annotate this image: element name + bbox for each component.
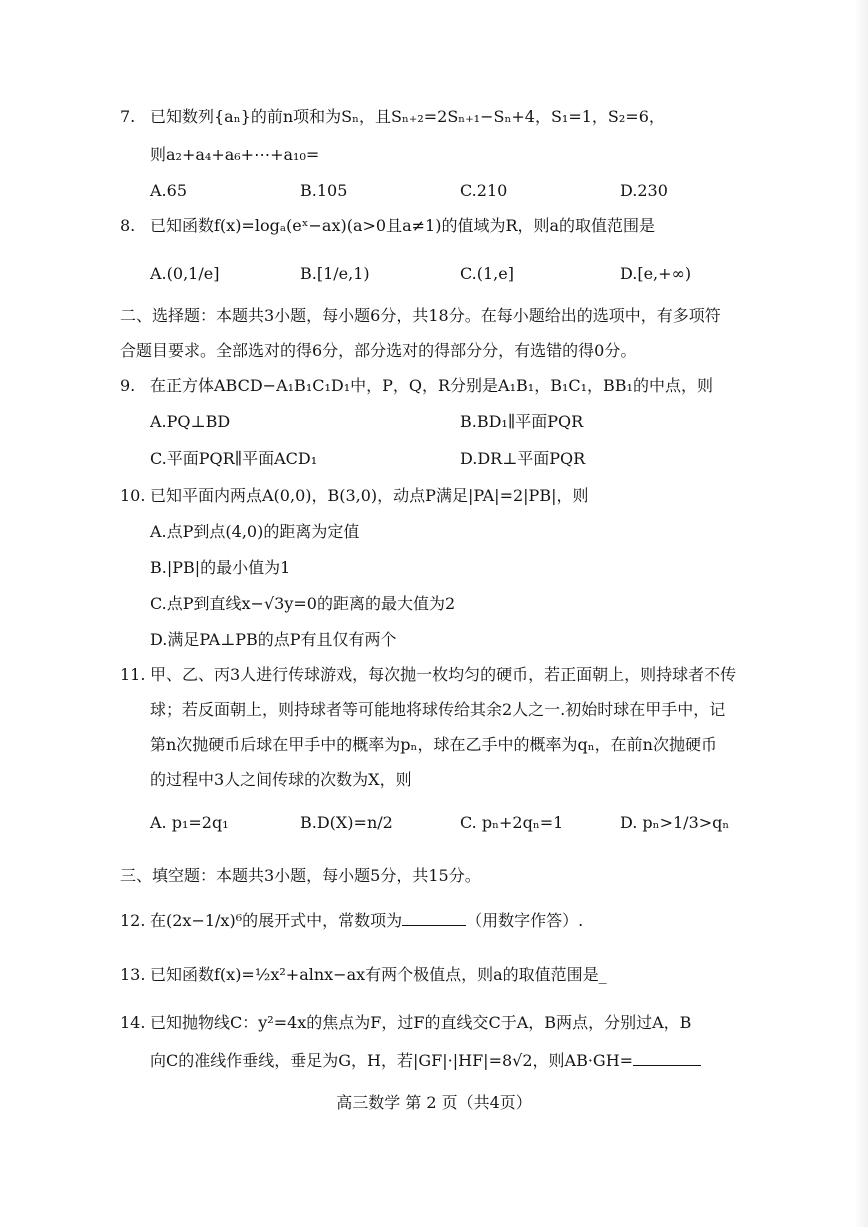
question-10-option-b: B.|PB|的最小值为1 <box>150 558 291 577</box>
question-11-line-3: 第n次抛硬币后球在甲手中的概率为pₙ，球在乙手中的概率为qₙ，在前n次抛硬币 <box>150 735 717 754</box>
question-12-text-after-blank: （用数字作答）. <box>466 911 584 930</box>
question-7-option-c: C.210 <box>460 181 508 200</box>
question-14-number: 14. <box>120 1013 146 1032</box>
question-13-stem: 已知函数f(x)=½x²+alnx−ax有两个极值点，则a的取值范围是_ <box>150 965 607 984</box>
question-14-text: 向C的准线作垂线，垂足为G，H，若|GF|·|HF|=8√2，则AB·GH= <box>150 1051 634 1070</box>
question-8-option-d: D.[e,+∞) <box>620 264 692 283</box>
question-7-number: 7. <box>120 107 136 126</box>
question-12-text-before-blank: 在(2x−1/x)⁶的展开式中，常数项为 <box>150 911 403 930</box>
question-11-line-2: 球；若反面朝上，则持球者等可能地将球传给其余2人之一.初始时球在甲手中，记 <box>150 700 726 719</box>
question-8-number: 8. <box>120 216 136 235</box>
question-11-line-1: 甲、乙、丙3人进行传球游戏，每次抛一枚均匀的硬币，若正面朝上，则持球者不传 <box>150 665 737 684</box>
question-11-line-4: 的过程中3人之间传球的次数为X，则 <box>150 770 412 789</box>
question-11-option-d: D. pₙ>1/3>qₙ <box>620 813 730 832</box>
question-9-option-b: B.BD₁∥平面PQR <box>460 412 584 431</box>
question-14-line-1: 已知抛物线C：y²=4x的焦点为F，过F的直线交C于A，B两点，分别过A，B <box>150 1013 692 1032</box>
question-9-option-c: C.平面PQR∥平面ACD₁ <box>150 449 318 468</box>
question-14-line-2 <box>150 1050 701 1072</box>
page-footer: 高三数学 第 2 页（共4页） <box>336 1093 532 1112</box>
question-8-stem: 已知函数f(x)=logₐ(eˣ−ax)(a>0且a≠1)的值域为R，则a的取值范围是 <box>150 216 656 235</box>
question-12-number: 12. <box>120 911 146 930</box>
question-9-stem: 在正方体ABCD−A₁B₁C₁D₁中，P，Q，R分别是A₁B₁，B₁C₁，BB₁的中点，则 <box>150 376 713 395</box>
question-11-option-c: C. pₙ+2qₙ=1 <box>460 813 564 832</box>
section-2-heading: 二、选择题：本题共3小题，每小题6分，共18分。在每小题给出的选项中，有多项符 <box>120 306 721 325</box>
question-11-number: 11. <box>120 665 146 684</box>
answer-blank-14 <box>633 1065 701 1066</box>
section-2-instructions: 合题目要求。全部选对的得6分，部分选对的得部分分，有选错的得0分。 <box>120 341 637 360</box>
question-10-number: 10. <box>120 486 146 505</box>
question-8-option-b: B.[1/e,1) <box>300 264 370 283</box>
question-7-stem: 已知数列{aₙ}的前n项和为Sₙ，且Sₙ₊₂=2Sₙ₊₁−Sₙ+4，S₁=1，S₂=6， <box>150 107 665 126</box>
question-12-stem <box>150 910 583 932</box>
answer-blank-12 <box>402 925 466 926</box>
question-8-option-a: A.(0,1/e] <box>150 264 220 283</box>
question-7-stem-continued: 则a₂+a₄+a₆+⋯+a₁₀= <box>150 145 320 164</box>
question-10-stem: 已知平面内两点A(0,0)，B(3,0)，动点P满足|PA|=2|PB|，则 <box>150 486 589 505</box>
question-9-option-d: D.DR⊥平面PQR <box>460 449 586 468</box>
question-7-option-d: D.230 <box>620 181 668 200</box>
scan-edge-shadow <box>854 0 868 1227</box>
question-8-option-c: C.(1,e] <box>460 264 514 283</box>
question-9-option-a: A.PQ⊥BD <box>150 412 231 431</box>
question-7-option-a: A.65 <box>150 181 187 200</box>
question-10-option-a: A.点P到点(4,0)的距离为定值 <box>150 522 360 541</box>
question-7-option-b: B.105 <box>300 181 348 200</box>
question-10-option-d: D.满足PA⊥PB的点P有且仅有两个 <box>150 630 397 649</box>
question-13-number: 13. <box>120 965 146 984</box>
question-11-option-a: A. p₁=2q₁ <box>150 813 229 832</box>
section-3-heading: 三、填空题：本题共3小题，每小题5分，共15分。 <box>120 866 481 885</box>
question-11-option-b: B.D(X)=n/2 <box>300 813 393 832</box>
question-9-number: 9. <box>120 376 136 395</box>
question-10-option-c: C.点P到直线x−√3y=0的距离的最大值为2 <box>150 594 456 613</box>
